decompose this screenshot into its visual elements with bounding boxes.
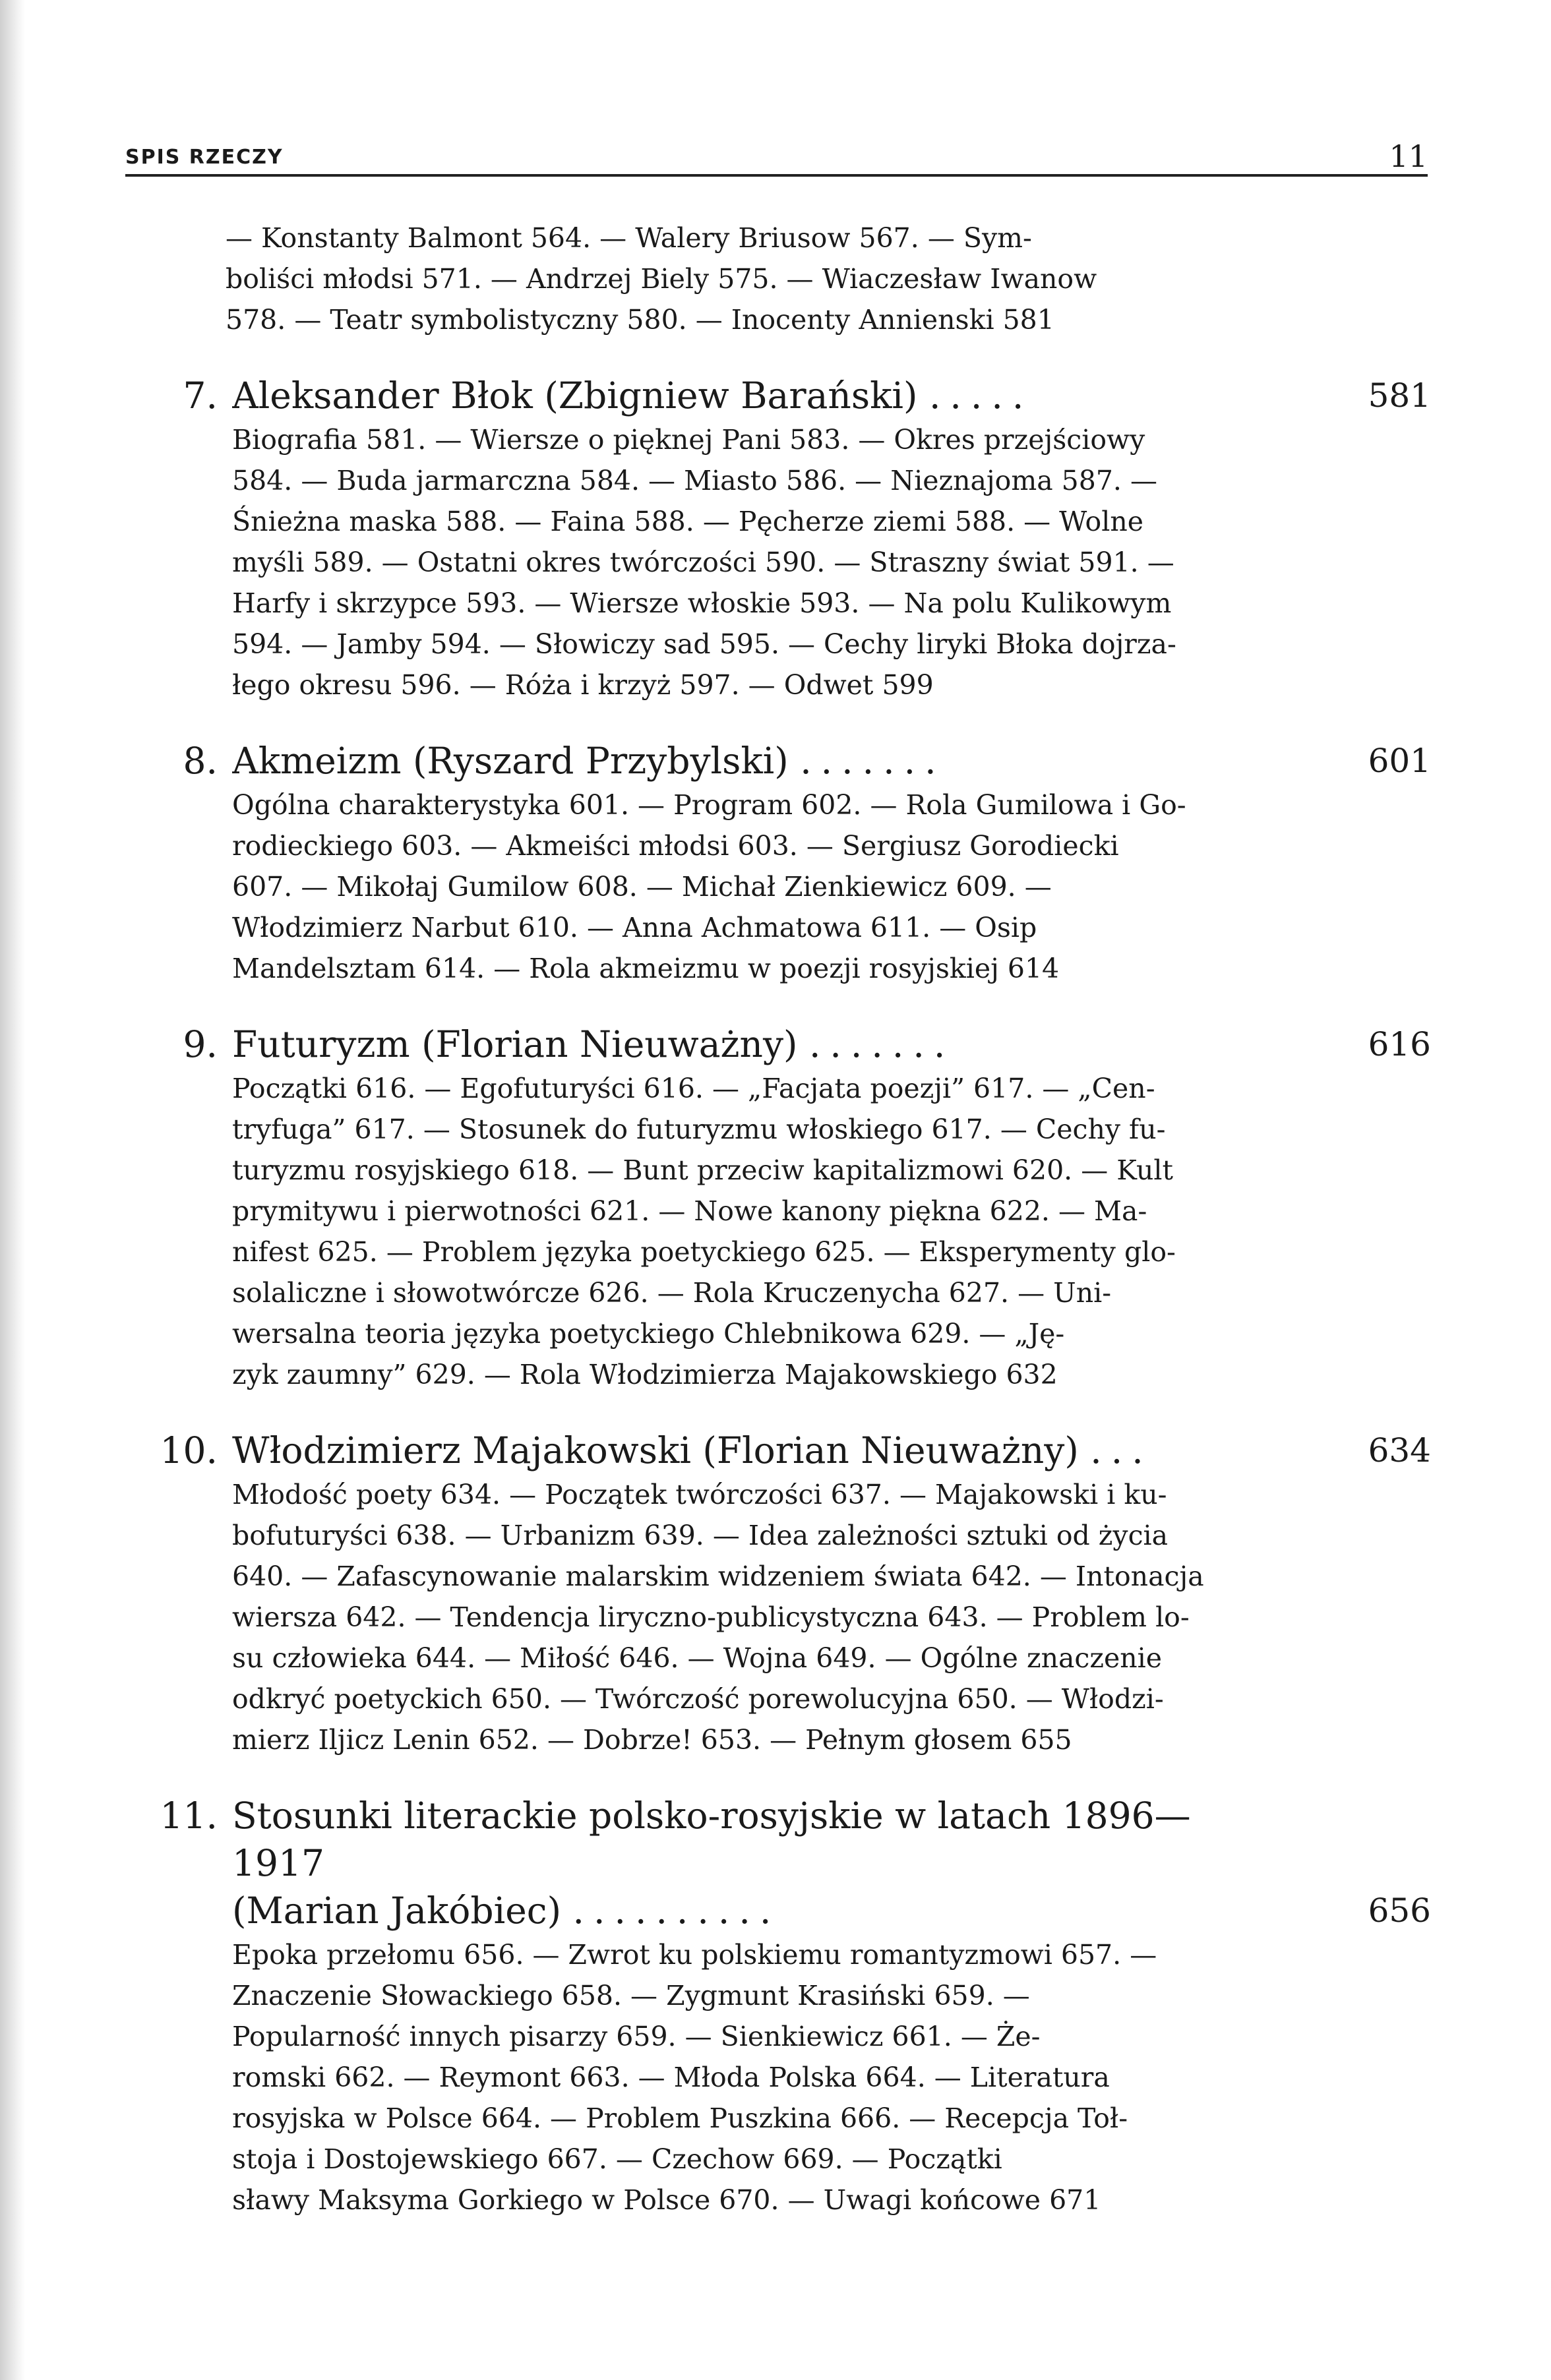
entry-page-number: 616 [1368,1025,1431,1063]
entry-line: zyk zaumny” 629. — Rola Włodzimierza Majakowskiego 632 [232,1359,1058,1390]
entry-subsections [232,1934,1332,2220]
entry-line: sławy Maksyma Gorkiego w Polsce 670. — Uwagi końcowe 671 [232,2184,1101,2216]
entry-page-number: 634 [1368,1431,1431,1470]
entry-subsections [232,1474,1332,1760]
entry-line: łego okresu 596. — Róża i krzyż 597. — Odwet 599 [232,669,934,701]
entry-line: Epoka przełomu 656. — Zwrot ku polskiemu romantyzmowi 657. — [232,1939,1157,1971]
entry-line: 640. — Zafascynowanie malarskim widzeniem świata 642. — Intonacja [232,1561,1204,1592]
toc-entry [152,372,1431,705]
entry-heading [152,1021,1431,1068]
entry-line: boliści młodsi 571. — Andrzej Biely 575. — Wiaczesław Iwanow [226,263,1097,295]
entry-line: Początki 616. — Egofuturyści 616. — „Facjata poezji” 617. — „Cen- [232,1073,1155,1104]
entry-line: 578. — Teatr symbolistyczny 580. — Inocenty Annienski 581 [226,304,1054,336]
entry-heading [152,1427,1431,1474]
entry-heading [152,737,1431,785]
entry-subsections [232,419,1332,705]
entry-line: Ogólna charakterystyka 601. — Program 602. — Rola Gumilowa i Go- [232,789,1186,821]
entry-number: 9. [183,1023,218,1065]
entry-line: turyzmu rosyjskiego 618. — Bunt przeciw kapitalizmowi 620. — Kult [232,1154,1173,1186]
entry-title-author: (Marian Jakóbiec) [232,1889,562,1932]
page-number: 11 [1389,138,1428,174]
entry-line: — Konstanty Balmont 564. — Walery Briusow 567. — Sym- [226,222,1032,254]
entry-line: Popularność innych pisarzy 659. — Sienkiewicz 661. — Że- [232,2021,1041,2052]
entry-line: prymitywu i pierwotności 621. — Nowe kanony piękna 622. — Ma- [232,1195,1147,1227]
entry-page-number: 601 [1368,742,1431,780]
entry-heading [152,372,1431,419]
entry-number: 11. [160,1795,218,1837]
entry-line: Śnieżna maska 588. — Faina 588. — Pęcherze ziemi 588. — Wolne [232,506,1144,537]
entry-number: 7. [183,374,218,417]
scan-edge-shadow [0,0,25,2380]
entry-line: Młodość poety 634. — Początek twórczości 637. — Majakowski i ku- [232,1479,1167,1510]
entry-heading [152,1792,1431,1934]
continued-entry [226,218,1325,340]
entry-line: wersalna teoria języka poetyckiego Chlebnikowa 629. — „Ję- [232,1318,1065,1350]
entry-line: Harfy i skrzypce 593. — Wiersze włoskie 593. — Na polu Kulikowym [232,587,1172,619]
entry-number: 8. [183,740,218,782]
leader-dots: .......... [572,1889,781,1932]
entry-line: 594. — Jamby 594. — Słowiczy sad 595. — Cechy liryki Błoka dojrza- [232,628,1176,660]
entry-line: myśli 589. — Ostatni okres twórczości 590. — Straszny świat 591. — [232,547,1174,578]
entry-line: rosyjska w Polsce 664. — Problem Puszkina 666. — Recepcja Toł- [232,2102,1128,2134]
entry-line: nifest 625. — Problem języka poetyckiego 625. — Eksperymenty glo- [232,1236,1176,1268]
entry-subsections [232,1068,1332,1395]
page-header [125,131,1428,177]
entry-line: odkryć poetyckich 650. — Twórczość porewolucyjna 650. — Włodzi- [232,1683,1164,1715]
entry-title: Futuryzm (Florian Nieuważny) [232,1023,798,1065]
toc-entry [152,1021,1431,1395]
leader-dots: ... [1090,1429,1153,1472]
entry-line: rodieckiego 603. — Akmeiści młodsi 603. — Sergiusz Gorodiecki [232,830,1119,862]
entry-subsections [232,785,1332,989]
entry-line: Biografia 581. — Wiersze o pięknej Pani 583. — Okres przejściowy [232,424,1145,456]
entry-line: 607. — Mikołaj Gumilow 608. — Michał Zienkiewicz 609. — [232,871,1052,903]
entry-line: tryfuga” 617. — Stosunek do futuryzmu włoskiego 617. — Cechy fu- [232,1114,1166,1145]
entry-line: bofuturyści 638. — Urbanizm 639. — Idea zależności sztuki od życia [232,1520,1169,1551]
entry-line: Znaczenie Słowackiego 658. — Zygmunt Krasiński 659. — [232,1980,1030,2011]
entry-page-number: 581 [1368,376,1431,415]
leader-dots: ..... [928,374,1033,417]
running-title: SPIS RZECZY [125,146,284,169]
entry-title: Włodzimierz Majakowski (Florian Nieuważny) [232,1429,1079,1472]
table-of-contents [152,218,1431,2220]
toc-entry [152,1427,1431,1760]
entry-line: solaliczne i słowotwórcze 626. — Rola Kruczenycha 627. — Uni- [232,1277,1112,1309]
toc-entry [152,737,1431,989]
header-rule [125,174,1428,177]
entry-line: 584. — Buda jarmarczna 584. — Miasto 586. — Nieznajoma 587. — [232,465,1157,496]
entry-number: 10. [160,1429,218,1472]
entry-line: Mandelsztam 614. — Rola akmeizmu w poezji rosyjskiej 614 [232,953,1060,984]
entry-title: Aleksander Błok (Zbigniew Barański) [232,374,918,417]
entry-line: wiersza 642. — Tendencja liryczno-publicystyczna 643. — Problem lo- [232,1601,1190,1633]
entry-line: mierz Iljicz Lenin 652. — Dobrze! 653. — Pełnym głosem 655 [232,1724,1072,1756]
entry-line: su człowieka 644. — Miłość 646. — Wojna 649. — Ogólne znaczenie [232,1642,1163,1674]
entry-title: Akmeizm (Ryszard Przybylski) [232,740,789,782]
entry-title: Stosunki literackie polsko-rosyjskie w latach 1896—1917 [232,1795,1191,1884]
leader-dots: ....... [800,740,946,782]
entry-line: romski 662. — Reymont 663. — Młoda Polska 664. — Literatura [232,2062,1110,2093]
toc-entry [152,1792,1431,2220]
leader-dots: ....... [808,1023,955,1065]
entry-line: Włodzimierz Narbut 610. — Anna Achmatowa 611. — Osip [232,912,1037,943]
entry-page-number: 656 [1368,1891,1431,1930]
entry-line: stoja i Dostojewskiego 667. — Czechow 669. — Początki [232,2143,1002,2175]
